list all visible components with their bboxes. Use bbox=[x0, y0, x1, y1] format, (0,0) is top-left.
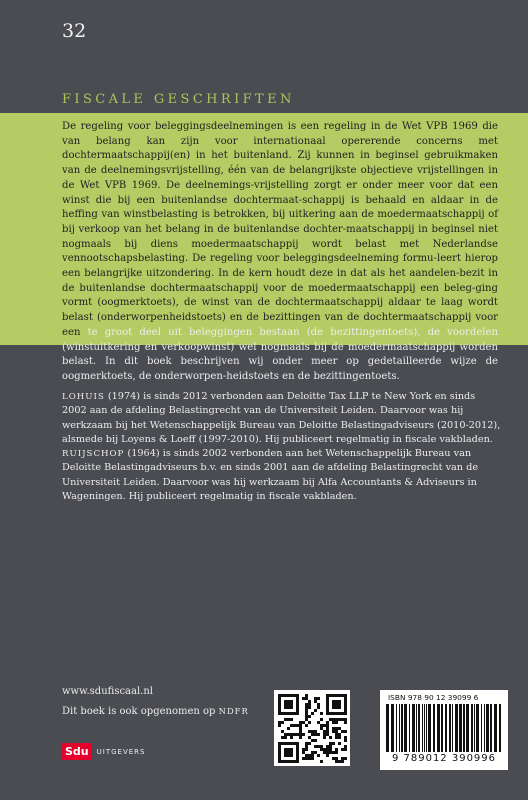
book-description bbox=[62, 120, 498, 385]
publisher-website: www.sdufiscaal.nl bbox=[62, 686, 153, 697]
sdu-logo-mark: Sdu bbox=[62, 743, 92, 760]
isbn-barcode bbox=[380, 690, 508, 770]
isbn-label: ISBN 978 90 12 39099 6 bbox=[388, 693, 479, 702]
publisher-logo bbox=[62, 743, 145, 760]
author-bio-text: (1974) is sinds 2012 verbonden aan Deloitte Tax LLP te New York en sinds 2002 aan de afdeling Belastingrecht van de Universiteit Leiden. Daarvoor was hij werkzaam bij het Wetenschappelijk Bureau van Deloitte Belastingadviseurs (2010-2012), alsmede bij Loyens & Loeff (1997-2010). Hij publiceert regelmatig in fiscale vakbladen. bbox=[62, 391, 501, 445]
qr-code-graphic bbox=[274, 690, 350, 766]
author-name: LOHUIS bbox=[62, 392, 105, 402]
author-name: RUIJSCHOP bbox=[62, 449, 125, 460]
page-number: 32 bbox=[62, 20, 87, 42]
series-title: FISCALE GESCHRIFTEN bbox=[62, 92, 295, 107]
sdu-logo-text: UITGEVERS bbox=[96, 747, 146, 756]
author-bio-text: (1964) is sinds 2002 verbonden aan het Wetenschappelijk Bureau van Deloitte Belastingadviseurs b.v. en sinds 2001 aan de afdeling Belastingrecht van de Universiteit Leiden. Daarvoor was hij werkzaam bij Alfa Accountants & Adviseurs in Wageningen. Hij publiceert regelmatig in fiscale vakbladen. bbox=[62, 448, 479, 503]
description-band-text: De regeling voor beleggingsdeelnemingen is een regeling in de Wet VPB 1969 die van belang kan zijn voor internationaal opererende concerns met dochtermaatschappij(en) in het buitenland. Zij kunnen in beginsel gebruikmaken van de deelnemingsvrijstelling, één van de belangrijkste objectieve vrijstellingen in de Wet VPB 1969. De deelnemings-vrijstelling zorgt er onder meer voor dat een winst die bij een buitenlandse dochtermaat-schappij is behaald en aldaar in de heffing van winstbelasting is betrokken, bij uitkering aan de moedermaatschappij of bij verkoop van het belang in de buitenlandse dochter-maatschappij in beginsel niet nogmaals bij diens moedermaatschappij wordt belast met Nederlandse vennootschapsbelasting. De regeling voor beleggingsdeelneming formu-leert hierop een belangrijke uitzondering. In de kern houdt deze in dat als het aandelen-bezit in de buitenlandse dochtermaatschappij voor de moedermaatschappij een beleg-ging vormt (oogmerktoets), de winst van de dochtermaatschappij aldaar te laag wordt belast (onderworpenheidstoets) en de bezittingen van de dochtermaatschappij voor een bbox=[62, 121, 498, 338]
ndfr-note bbox=[62, 706, 249, 717]
barcode-digits: 9 789012 390996 bbox=[391, 753, 497, 764]
author-bio bbox=[62, 390, 502, 447]
author-bio bbox=[62, 447, 502, 504]
ndfr-name: NDFR bbox=[218, 706, 249, 716]
qr-code-icon bbox=[274, 690, 350, 766]
ndfr-prefix: Dit boek is ook opgenomen op bbox=[62, 706, 219, 717]
author-bios bbox=[62, 390, 502, 504]
barcode-icon bbox=[384, 704, 504, 754]
description-rest-text: te groot deel uit beleggingen bestaan (de bezittingentoets), de voordelen (winstuitkering en verkoopwinst) wel nogmaals bij de moedermaatschappij worden belast. In dit boek beschrijven wij onder meer op gedetailleerde wijze de oogmerktoets, de onderworpen-heidstoets en de bezittingentoets. bbox=[62, 326, 498, 382]
